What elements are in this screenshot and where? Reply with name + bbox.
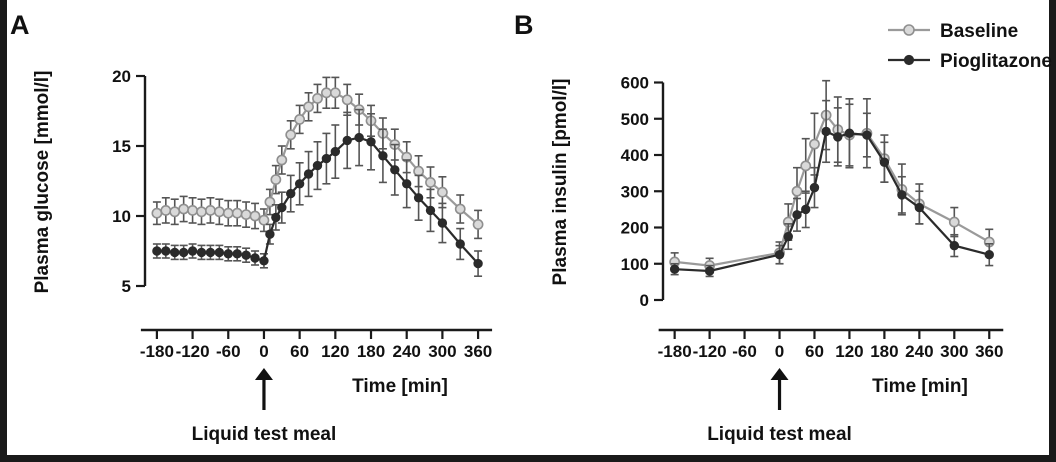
x-tick-label: -120 [692, 342, 727, 361]
panel-b-letter: B [514, 10, 534, 40]
y-axis-title: Plasma glucose [mmol/l] [32, 70, 53, 294]
x-tick-label: -60 [732, 342, 757, 361]
y-tick-label: 600 [620, 73, 649, 93]
x-tick-label: -120 [175, 342, 210, 361]
error-bars-pioglitazone [671, 99, 994, 277]
y-axis-title: Plasma insulin [pmol/l] [550, 78, 571, 286]
x-tick-label: 360 [463, 342, 493, 361]
panel-a [0, 0, 528, 455]
series-line-pioglitazone [675, 131, 990, 271]
x-tick-label: -180 [657, 342, 692, 361]
y-tick-label: 300 [620, 182, 649, 202]
y-tick-label: 10 [112, 207, 131, 226]
series-line-baseline [675, 115, 990, 266]
x-tick-label: 300 [428, 342, 457, 361]
x-tick-label: 0 [259, 342, 269, 361]
panel-a-letter: A [10, 10, 30, 40]
x-tick-label: 60 [290, 342, 310, 361]
x-tick-label: 300 [940, 342, 969, 361]
x-tick-label: 180 [870, 342, 899, 361]
x-tick-label: 360 [975, 342, 1004, 361]
y-tick-label: 500 [620, 109, 649, 129]
y-tick-label: 400 [620, 146, 649, 165]
y-tick-label: 200 [620, 218, 649, 238]
x-tick-label: -180 [139, 342, 174, 361]
error-bars-baseline [671, 81, 994, 273]
legend-label-pioglitazone: Pioglitazone [940, 51, 1052, 72]
y-tick-label: 15 [112, 137, 131, 156]
x-tick-label: 120 [321, 342, 350, 361]
x-axis-title: Time [min] [352, 376, 448, 397]
meal-annotation-label: Liquid test meal [707, 424, 852, 445]
y-tick-label: 0 [639, 291, 649, 310]
meal-annotation-label: Liquid test meal [191, 424, 337, 445]
y-tick-label: 100 [620, 254, 649, 274]
panel-a-plot [0, 0, 528, 455]
series-markers-pioglitazone [671, 127, 994, 275]
x-axis-title: Time [min] [872, 376, 968, 397]
x-tick-label: 240 [392, 342, 421, 361]
x-tick-label: 60 [805, 342, 824, 361]
y-tick-label: 20 [112, 67, 131, 86]
x-tick-label: -60 [215, 342, 241, 361]
legend [888, 21, 1052, 72]
panel-b-plot [528, 0, 1056, 455]
x-tick-label: 240 [905, 342, 934, 361]
y-tick-label: 5 [121, 277, 131, 296]
legend-label-baseline: Baseline [940, 21, 1019, 42]
figure-border-bottom [0, 455, 1056, 462]
panel-b [514, 0, 1056, 455]
x-tick-label: 120 [835, 342, 864, 361]
x-tick-label: 180 [356, 342, 386, 361]
x-tick-label: 0 [774, 342, 785, 361]
